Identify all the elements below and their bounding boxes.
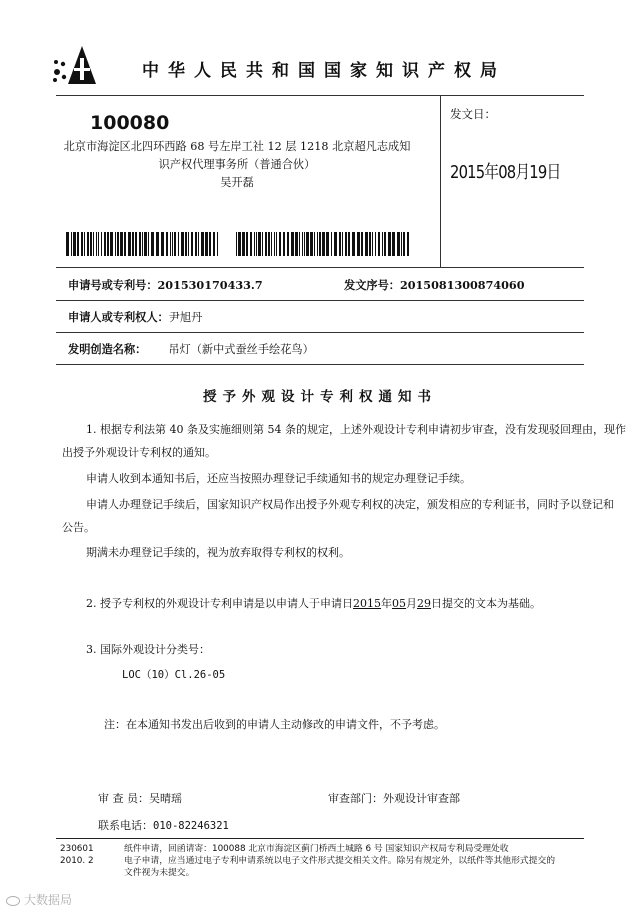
barcode-bar: [174, 232, 176, 256]
serial-no-value: 2015081300874060: [399, 278, 525, 292]
barcode-bar: [71, 232, 72, 256]
barcode-bar: [314, 232, 315, 256]
barcode-bar: [287, 232, 289, 256]
barcode-bar: [331, 232, 332, 256]
barcode-bar: [124, 232, 126, 256]
paragraph-4: 期满未办理登记手续的，视为放弃取得专利权的权利。: [86, 546, 350, 559]
barcode-bar: [161, 232, 164, 256]
barcode-bar: [369, 232, 371, 256]
barcode-bar: [81, 232, 83, 256]
barcode-bar: [334, 232, 337, 256]
barcode-bar: [77, 232, 79, 256]
barcode-bar: [392, 232, 395, 256]
barcode-bar: [365, 232, 368, 256]
footer-code-1: 230601: [60, 844, 94, 854]
phone-label: 联系电话：: [98, 819, 153, 832]
paragraph-5: [86, 592, 541, 615]
p5-year-unit: 年: [381, 597, 392, 610]
barcode-bar: [115, 232, 116, 256]
barcode-bar: [378, 232, 380, 256]
barcode-bar: [339, 232, 341, 256]
watermark-text: 大数据局: [24, 893, 73, 907]
barcode-bar: [302, 232, 303, 256]
barcode-bar: [403, 232, 405, 256]
footer-divider: [56, 838, 584, 839]
app-no-label: 申请号或专利号：: [68, 278, 158, 292]
address-box-divider: [440, 95, 441, 267]
barcode-bar: [268, 232, 270, 256]
barcode-bar: [170, 232, 171, 256]
watermark: [6, 891, 72, 908]
invention-label: 发明创造名称：: [68, 342, 147, 356]
barcode-bar: [304, 232, 305, 256]
barcode-bar: [166, 232, 168, 256]
barcode-bar: [66, 232, 69, 256]
barcode-bar: [120, 232, 123, 256]
barcode-bar: [372, 232, 373, 256]
sipo-emblem-icon: [52, 44, 98, 86]
office-title: 中华人民共和国国家知识产权局: [142, 61, 506, 81]
barcode-bar: [139, 232, 141, 256]
barcode-bar: [322, 232, 325, 256]
barcode-bar: [271, 232, 272, 256]
p5-day: 29: [417, 597, 431, 610]
barcode-bar: [361, 232, 363, 256]
barcode-bar: [96, 232, 97, 256]
barcode-bar: [213, 232, 215, 256]
barcode-bar: [188, 232, 189, 256]
barcode-bar: [185, 232, 187, 256]
barcode-bar: [107, 232, 109, 256]
address-box-top-line: [56, 95, 584, 96]
applicant-value: 尹旭丹: [168, 311, 203, 324]
barcode-bar: [238, 232, 241, 256]
barcode-bar: [236, 232, 237, 256]
barcode-bar: [310, 232, 313, 256]
barcode-bar: [98, 232, 99, 256]
barcode-right: [236, 232, 410, 256]
barcode-bar: [342, 232, 343, 256]
p5-suffix: 日提交的文本为基础。: [431, 597, 541, 610]
barcode-bar: [73, 232, 76, 256]
barcode-bar: [352, 232, 355, 256]
barcode-bar: [242, 232, 245, 256]
recipient-contact-name: 吴开磊: [220, 176, 254, 189]
barcode-bar: [156, 232, 159, 256]
barcode-bar: [84, 232, 85, 256]
paragraph-3-line2: 公告。: [62, 521, 95, 534]
barcode-bar: [135, 232, 137, 256]
barcode-bar: [306, 232, 309, 256]
paragraph-1-line2: 出授予外观设计专利权的通知。: [62, 446, 216, 459]
barcode-bar: [87, 232, 89, 256]
barcode-bar: [198, 232, 199, 256]
examiner-field: [98, 787, 182, 810]
barcode-bar: [283, 232, 285, 256]
barcode-bar: [217, 232, 218, 256]
barcode-bar: [246, 232, 248, 256]
p5-month-unit: 月: [406, 597, 417, 610]
barcode-bar: [388, 232, 391, 256]
notice-note: 注：在本通知书发出后收到的申请人主动修改的申请文件，不予考虑。: [104, 718, 445, 731]
footer-line-1: 纸件申请，回函请寄：100088 北京市海淀区蓟门桥西土城路 6 号 国家知识产权局专利局受理处收: [124, 844, 509, 854]
dept-name: 外观设计审查部: [383, 792, 460, 805]
barcode-bar: [110, 232, 113, 256]
barcode-bar: [142, 232, 143, 256]
serial-no-field: [344, 277, 525, 293]
notice-title: 授予外观设计专利权通知书: [203, 389, 437, 405]
barcode-bar: [90, 232, 92, 256]
recipient-postcode: 100080: [90, 112, 170, 134]
examiner-name: 吴晴瑶: [149, 792, 182, 805]
barcode-bar: [256, 232, 257, 256]
footer-code-2: 2010. 2: [60, 856, 94, 866]
phone-field: [98, 814, 229, 838]
barcode-bar: [205, 232, 208, 256]
barcode-bar: [258, 232, 261, 256]
row-divider-3: [56, 364, 584, 365]
examiner-label: 审 查 员：: [98, 792, 149, 805]
invention-field: [68, 341, 314, 357]
barcode-bar: [117, 232, 119, 256]
barcode-bar: [348, 232, 350, 256]
barcode-bar: [384, 232, 386, 256]
barcode-bar: [128, 232, 131, 256]
barcode-bar: [254, 232, 255, 256]
p5-month: 05: [392, 597, 406, 610]
dispatch-date: 2015年08月19日: [450, 162, 561, 183]
barcode-bar: [291, 232, 294, 256]
barcode-bar: [375, 232, 376, 256]
app-no-value: 201530170433.7: [157, 278, 263, 292]
barcode-bar: [279, 232, 281, 256]
barcode-left: [66, 232, 220, 256]
barcode-bar: [151, 232, 154, 256]
footer-line-3: 文件视为未提交。: [124, 868, 195, 878]
barcode-bar: [132, 232, 134, 256]
barcode-bar: [345, 232, 347, 256]
barcode-bar: [382, 232, 383, 256]
barcode-bar: [178, 232, 179, 256]
barcode-bar: [250, 232, 252, 256]
barcode-bar: [407, 232, 409, 256]
barcode-bar: [326, 232, 329, 256]
barcode-bar: [276, 232, 277, 256]
applicant-field: [68, 309, 202, 325]
invention-value: 吊灯（新中式蚕丝手绘花鸟）: [168, 343, 314, 356]
paragraph-6: 3. 国际外观设计分类号：: [86, 643, 210, 656]
p5-prefix: 2. 授予专利权的外观设计专利申请是以申请人于申请日: [86, 597, 353, 610]
paragraph-2: 申请人收到本通知书后，还应当按照办理登记手续通知书的规定办理登记手续。: [86, 472, 471, 485]
barcode-bar: [274, 232, 275, 256]
row-divider-1: [56, 300, 584, 301]
paragraph-1-line1: 1. 根据专利法第 40 条及实施细则第 54 条的规定，上述外观设计专利申请初步审查，没有发现驳回理由，现作: [86, 423, 626, 436]
barcode-bar: [201, 232, 204, 256]
app-no-field: [68, 277, 263, 293]
barcode-bar: [209, 232, 211, 256]
barcode-bar: [191, 232, 193, 256]
barcode-bar: [397, 232, 400, 256]
recipient-address-line1: 北京市海淀区北四环西路 68 号左岸工社 12 层 1218 北京超凡志成知: [63, 140, 411, 153]
applicant-label: 申请人或专利权人：: [68, 310, 169, 324]
barcode-bar: [93, 232, 94, 256]
dept-field: [328, 787, 460, 810]
phone-number: 010-82246321: [153, 820, 229, 832]
barcode-bar: [262, 232, 263, 256]
paragraph-3-line1: 申请人办理登记手续后，国家知识产权局作出授予外观专利权的决定，颁发相应的专利证书，同时予以登记和: [86, 498, 614, 511]
barcode-bar: [195, 232, 197, 256]
barcode-bar: [319, 232, 321, 256]
barcode-bar: [401, 232, 402, 256]
serial-no-label: 发文序号：: [344, 278, 400, 292]
barcode-bar: [104, 232, 106, 256]
barcode-bar: [265, 232, 267, 256]
weibo-icon: [6, 896, 20, 906]
barcode-bar: [181, 232, 184, 256]
dept-label: 审查部门：: [328, 792, 383, 805]
barcode-bar: [299, 232, 300, 256]
barcode-bar: [357, 232, 360, 256]
loc-classification-code: LOC（10）Cl.26-05: [122, 669, 226, 681]
recipient-address-line2: 识产权代理事务所（普通合伙）: [158, 158, 316, 171]
barcode-bar: [148, 232, 149, 256]
footer-line-2: 电子申请，应当通过电子专利申请系统以电子文件形式提交相关文件。除另有规定外，以纸件等其他形式提交的: [124, 856, 556, 866]
dispatch-date-label: 发文日：: [450, 107, 496, 121]
barcode-bar: [295, 232, 298, 256]
p5-year: 2015: [353, 597, 381, 610]
barcode-bar: [317, 232, 318, 256]
address-box-bottom-line: [56, 267, 584, 268]
barcode-bar: [101, 232, 102, 256]
barcode-bar: [144, 232, 147, 256]
barcode-bar: [172, 232, 173, 256]
row-divider-2: [56, 332, 584, 333]
